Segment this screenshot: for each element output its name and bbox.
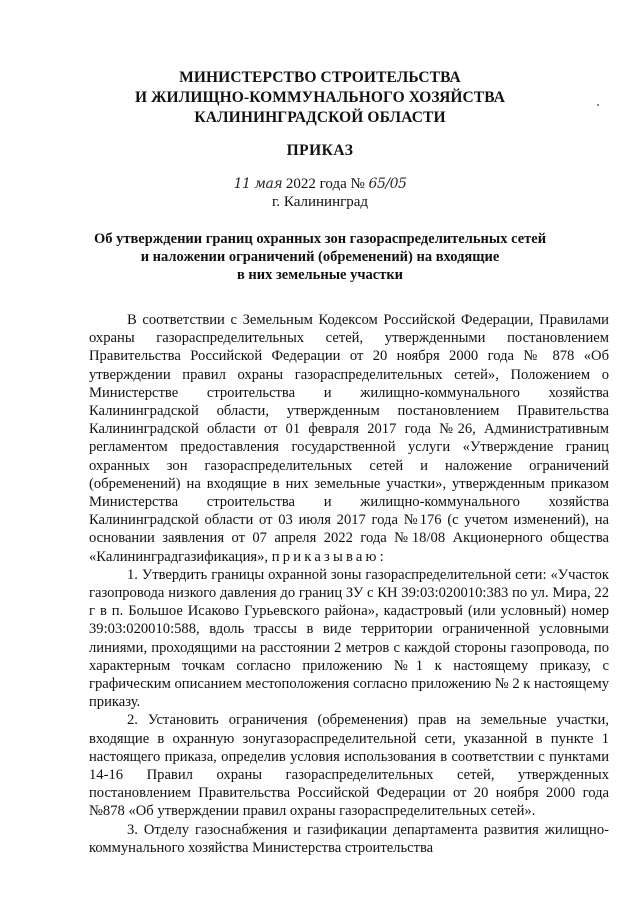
handwritten-date: 11 мая bbox=[233, 176, 283, 192]
header-line-2: И ЖИЛИЩНО-КОММУНАЛЬНОГО ХОЗЯЙСТВА bbox=[134, 89, 506, 106]
order-date-line bbox=[0, 176, 640, 193]
item-3-paragraph: 3. Отделу газоснабжения и газификации департамента развития жилищно-коммунального хозяйства Министерства строительства bbox=[89, 821, 609, 856]
header-line-3: КАЛИНИНГРАДСКОЙ ОБЛАСТИ bbox=[194, 109, 446, 126]
subject-line-2: и наложении ограничений (обременений) на входящие bbox=[140, 249, 500, 265]
city-line: г. Калининград bbox=[271, 194, 369, 210]
item-1-paragraph: 1. Утвердить границы охранной зоны газораспределительной сети: «Участок газопровода низкого давления до границ ЗУ с КН 39:03:020010:383 по ул. Мира, 22 г в п. Большое Исаково Гурьевского района», кадастровый (или условный) номер 39:03:020010:588, вдоль трассы в виде территории ограниченной условными линиями, проходящими на расстоянии 2 метров с каждой стороны газопровода, по характерным точкам согласно приложению №1 к настоящему приказу, с графическим описанием местоположения согласно приложению № 2 к настоящему приказу. bbox=[89, 566, 609, 711]
order-word: приказываю: bbox=[271, 548, 387, 565]
handwritten-order-number: 65/05 bbox=[368, 176, 407, 192]
preamble-text: В соответствии с Земельным Кодексом Российской Федерации, Правилами охраны газораспределительных сетей, утвержденными постановлением Правительства Российской Федерации от 20 ноября 2000 года № 878 «Об утверждении правил охраны газораспределительных сетей», Положением о Министерстве строительства и жилищно-коммунального хозяйства Калининградской области, утвержденным постановлением Правительства Калининградской области от 01 февраля 2017 года №26, Административным регламентом предоставления государственной услуги «Утверждение границ охранных зон газораспределительных сетей и наложение ограничений (обременений) на входящие в них земельные участки», утвержденным приказом Министерства строительства и жилищно-коммунального хозяйства Калининградской области от 03 июля 2017 года №176 (с учетом изменений), на основании заявления от 07 апреля 2022 года №18/08 Акционерного общества «Калининградгазификация», bbox=[89, 312, 609, 565]
ministry-header bbox=[0, 68, 640, 128]
preamble-paragraph bbox=[89, 311, 609, 566]
order-body bbox=[89, 311, 609, 857]
scan-speck bbox=[597, 104, 599, 106]
order-title: ПРИКАЗ bbox=[286, 142, 354, 159]
header-line-1: МИНИСТЕРСТВО СТРОИТЕЛЬСТВА bbox=[179, 69, 461, 86]
subject-line-1: Об утверждении границ охранных зон газораспределительных сетей bbox=[93, 231, 547, 247]
item-2-paragraph: 2. Установить ограничения (обременения) прав на земельные участки, входящие в охранную зонугазораспределительной сети, указанной в пункте 1 настоящего приказа, определив условия использования в соответствии с пунктами 14-16 Правил охраны газораспределительных сетей, утвержденных постановлением Правительства Российской Федерации от 20 ноября 2000 года №878 «Об утверждении правил охраны газораспределительных сетей». bbox=[89, 712, 609, 820]
order-subject bbox=[0, 230, 640, 284]
subject-line-3: в них земельные участки bbox=[236, 267, 404, 283]
printed-year: 2022 года № bbox=[285, 176, 365, 192]
